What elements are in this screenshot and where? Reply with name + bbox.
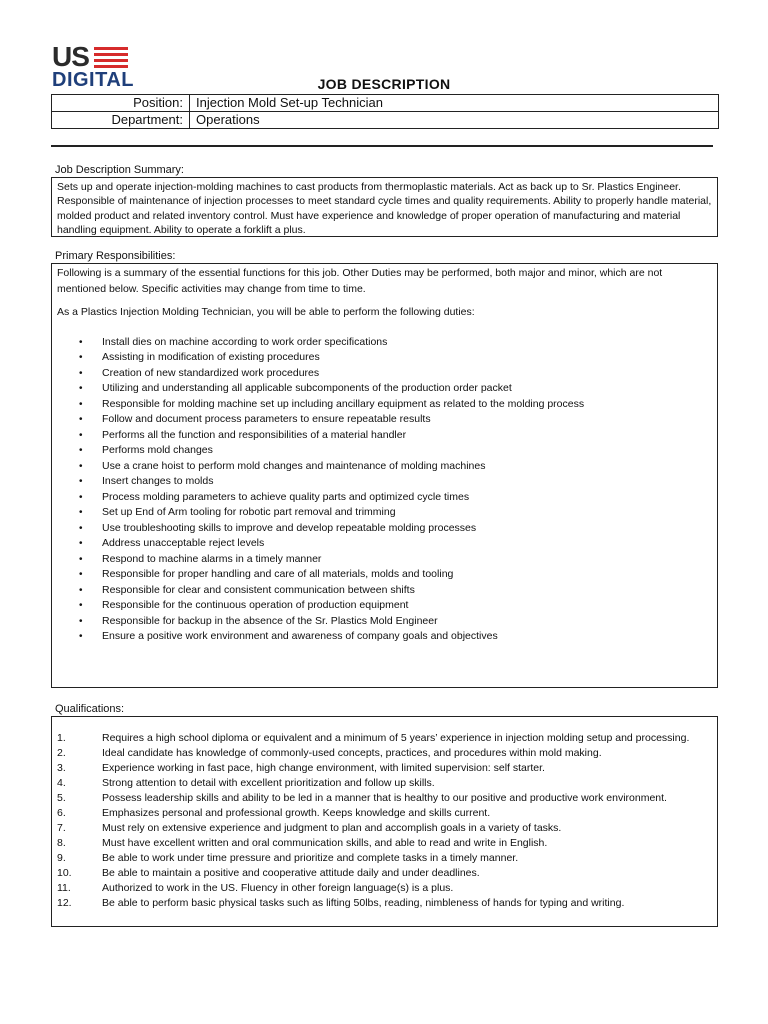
bullet-icon: • xyxy=(79,553,83,565)
responsibility-text: Set up End of Arm tooling for robotic part removal and trimming xyxy=(102,506,396,518)
responsibility-item xyxy=(57,428,712,444)
bullet-icon: • xyxy=(79,600,83,611)
responsibility-text: Ensure a positive work environment and awareness of company goals and objectives xyxy=(102,630,498,642)
bullet-icon: • xyxy=(79,584,83,596)
department-value: Operations xyxy=(190,112,719,129)
qualification-item xyxy=(57,791,712,806)
bullet-icon: • xyxy=(79,476,83,487)
qualification-number: 8. xyxy=(57,837,66,849)
position-label: Position: xyxy=(52,95,190,112)
responsibilities-list xyxy=(57,335,712,645)
responsibility-text: Performs all the function and responsibilities of a material handler xyxy=(102,428,407,441)
responsibility-text: Assisting in modification of existing procedures xyxy=(102,351,320,363)
flag-icon xyxy=(94,47,128,69)
logo-digital-text: DIGITAL xyxy=(52,69,135,91)
qualification-number: 2. xyxy=(57,747,66,759)
bullet-icon: • xyxy=(79,538,83,549)
qualification-text: Be able to maintain a positive and cooperative attitude daily and under deadlines. xyxy=(102,867,480,879)
responsibility-text: Respond to machine alarms in a timely manner xyxy=(102,552,322,565)
page-title: JOB DESCRIPTION xyxy=(317,76,451,92)
qualification-item xyxy=(57,806,712,821)
job-header-table xyxy=(51,94,719,129)
bullet-icon: • xyxy=(79,491,83,503)
bullet-icon: • xyxy=(79,336,83,348)
logo-us-text: US xyxy=(52,41,89,72)
responsibility-text: Process molding parameters to achieve quality parts and optimized cycle times xyxy=(102,490,470,503)
qualification-item xyxy=(57,776,712,791)
bullet-icon: • xyxy=(79,383,83,394)
responsibilities-box xyxy=(51,263,718,688)
responsibilities-intro: Following is a summary of the essential functions for this job. Other Duties may be performed, both major and minor, which are not mentioned below. Specific activities may change from time to time. xyxy=(57,267,663,295)
qualification-number: 10. xyxy=(57,867,72,879)
responsibility-item xyxy=(57,614,712,630)
responsibility-item xyxy=(57,583,712,599)
qualification-item xyxy=(57,896,712,911)
qualification-item xyxy=(57,866,712,881)
qualification-number: 9. xyxy=(57,852,66,864)
responsibilities-heading: Primary Responsibilities: xyxy=(55,250,176,262)
responsibility-item xyxy=(57,412,712,428)
responsibility-item xyxy=(57,536,712,552)
bullet-icon: • xyxy=(79,429,83,441)
qualification-text: Ideal candidate has knowledge of commonly-used concepts, practices, and procedures within mold making. xyxy=(102,747,602,759)
department-row xyxy=(52,112,719,129)
qualification-text: Strong attention to detail with excellent prioritization and follow up skills. xyxy=(102,777,435,789)
qualification-text: Experience working in fast pace, high change environment, with limited supervision: self starter. xyxy=(102,762,545,774)
qualification-text: Be able to perform basic physical tasks such as lifting 50lbs, reading, nimbleness of hands for typing and writing. xyxy=(102,897,625,909)
responsibility-text: Utilizing and understanding all applicable subcomponents of the production order packet xyxy=(102,382,512,394)
bullet-icon: • xyxy=(79,522,83,534)
responsibility-text: Responsible for molding machine set up including ancillary equipment as related to the molding process xyxy=(102,397,585,410)
qualification-item xyxy=(57,731,712,746)
qualifications-list xyxy=(57,731,712,911)
bullet-icon: • xyxy=(79,414,83,425)
qualification-number: 12. xyxy=(57,897,72,909)
bullet-icon: • xyxy=(79,352,83,363)
bullet-icon: • xyxy=(79,367,83,379)
qualification-number: 6. xyxy=(57,807,66,819)
qualification-text: Requires a high school diploma or equivalent and a minimum of 5 years’ experience in injection molding setup and processing. xyxy=(102,732,690,744)
responsibility-item xyxy=(57,381,712,397)
responsibility-text: Performs mold changes xyxy=(102,444,213,456)
qualification-item xyxy=(57,881,712,896)
responsibility-text: Responsible for clear and consistent communication between shifts xyxy=(102,583,415,596)
responsibility-text: Follow and document process parameters to ensure repeatable results xyxy=(102,413,431,425)
qualification-text: Must have excellent written and oral communication skills, and able to read and write in English. xyxy=(102,837,548,849)
responsibilities-lead: As a Plastics Injection Molding Technician, you will be able to perform the following duties: xyxy=(57,306,475,318)
qualifications-box xyxy=(51,716,718,927)
divider xyxy=(51,145,713,147)
position-row xyxy=(52,95,719,112)
department-label: Department: xyxy=(52,112,190,129)
qualification-item xyxy=(57,746,712,761)
qualification-number: 5. xyxy=(57,792,66,804)
responsibility-item xyxy=(57,567,712,583)
responsibility-item xyxy=(57,443,712,459)
qualification-item xyxy=(57,836,712,851)
qualification-item xyxy=(57,761,712,776)
qualification-text: Must rely on extensive experience and judgment to plan and accomplish goals in a variety of tasks. xyxy=(102,822,562,834)
bullet-icon: • xyxy=(79,398,83,410)
responsibility-text: Use a crane hoist to perform mold changes and maintenance of molding machines xyxy=(102,459,486,472)
qualification-text: Emphasizes personal and professional growth. Keeps knowledge and skills current. xyxy=(102,807,491,819)
qualification-text: Possess leadership skills and ability to be led in a manner that is healthy to our positive and productive work environment. xyxy=(102,792,667,804)
responsibility-item xyxy=(57,459,712,475)
position-value: Injection Mold Set-up Technician xyxy=(190,95,719,112)
qualifications-heading: Qualifications: xyxy=(55,703,125,715)
responsibility-text: Use troubleshooting skills to improve and develop repeatable molding processes xyxy=(102,521,477,534)
responsibility-item xyxy=(57,397,712,413)
responsibility-item xyxy=(57,366,712,382)
responsibility-text: Responsible for proper handling and care of all materials, molds and tooling xyxy=(102,568,454,580)
summary-text: Sets up and operate injection-molding machines to cast products from thermoplastic materials. Act as back up to Sr. Plastics Engineer. Responsible of maintenance of injection processes to meet standard cycle times and quality requirements. Ability to properly handle material, molded product and related inventory control. Must have experience and knowledge of proper operation of manufacturing and material handling equipment. Ability to operate a forklift a plus. xyxy=(57,181,712,236)
responsibility-text: Install dies on machine according to work order specifications xyxy=(102,335,388,348)
qualification-text: Authorized to work in the US. Fluency in other foreign language(s) is a plus. xyxy=(102,882,454,894)
responsibility-text: Responsible for the continuous operation of production equipment xyxy=(102,599,409,611)
responsibility-item xyxy=(57,335,712,351)
bullet-icon: • xyxy=(79,615,83,627)
responsibility-item xyxy=(57,629,712,645)
qualification-text: Be able to work under time pressure and prioritize and complete tasks in a timely manner. xyxy=(102,852,519,864)
responsibility-text: Creation of new standardized work procedures xyxy=(102,366,320,379)
responsibility-text: Responsible for backup in the absence of the Sr. Plastics Mold Engineer xyxy=(102,614,438,627)
qualification-number: 7. xyxy=(57,822,66,834)
responsibility-text: Insert changes to molds xyxy=(102,475,214,487)
responsibility-text: Address unacceptable reject levels xyxy=(102,537,265,549)
qualification-item xyxy=(57,821,712,836)
bullet-icon: • xyxy=(79,569,83,580)
qualification-item xyxy=(57,851,712,866)
responsibility-item xyxy=(57,521,712,537)
summary-heading: Job Description Summary: xyxy=(55,164,184,176)
responsibility-item xyxy=(57,490,712,506)
qualification-number: 11. xyxy=(57,882,71,894)
responsibility-item xyxy=(57,350,712,366)
responsibility-item xyxy=(57,505,712,521)
bullet-icon: • xyxy=(79,445,83,456)
responsibility-item xyxy=(57,474,712,490)
bullet-icon: • xyxy=(79,507,83,518)
responsibility-item xyxy=(57,598,712,614)
qualification-number: 1. xyxy=(57,732,66,744)
qualification-number: 4. xyxy=(57,777,66,789)
bullet-icon: • xyxy=(79,460,83,472)
qualification-number: 3. xyxy=(57,762,66,774)
bullet-icon: • xyxy=(79,631,83,642)
responsibility-item xyxy=(57,552,712,568)
summary-box xyxy=(51,177,718,237)
